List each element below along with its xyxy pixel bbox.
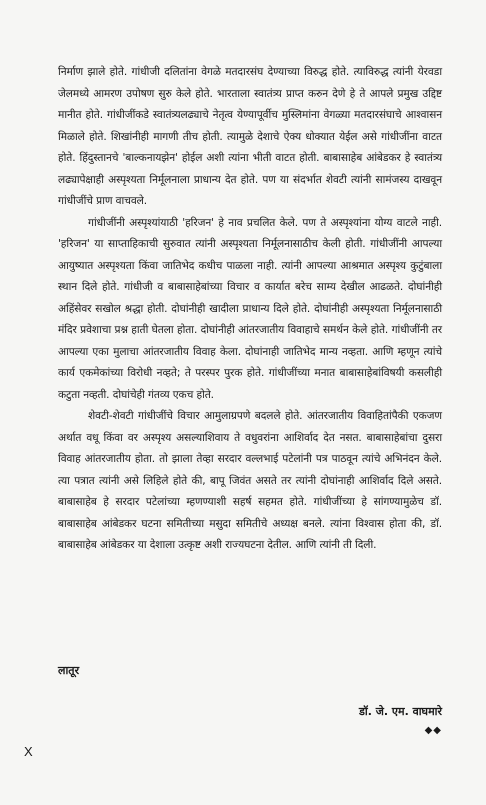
page-number: X bbox=[24, 744, 33, 759]
paragraph-1: निर्माण झाले होते. गांधीजी दलितांना वेगळे मतदारसंघ देण्याच्या विरुद्ध होते. त्याविरुद्ध त्यांनी येरवडा जेलमध्ये आमरण उपोषण सुरु केले होते. भारताला स्वातंत्र्य प्राप्त करुन देणे हे ते आपले प्रमुख उद्दिष्ट मानीत होते. गांधीजींकडे स्वातंत्र्यलढ्याचे नेतृत्व येण्यापूर्वीच मुस्लिमांना वेगळ्या मतदारसंघाचे आश्वासन मिळाले होते. शिखांनीही मागणी तीच होती. त्यामुळे देशाचे ऐक्य धोक्यात येईल असे गांधीजींना वाटत होते. हिंदुस्तानचे 'बाल्कनायझेन' होईल अशी त्यांना भीती वाटत होती. बाबासाहेब आंबेडकर हे स्वातंत्र्य लढ्यापेक्षाही अस्पृश्यता निर्मूलनाला प्राधान्य देत होते. पण या संदर्भात शेवटी त्यांनी सामंजस्य दाखवून गांधीजींचे प्राण वाचवले. bbox=[58, 66, 442, 207]
paragraph-3: शेवटी-शेवटी गांधीजींचे विचार आमुलाग्रपणे बदलले होते. आंतरजातीय विवाहितांपैकी एकजण अर्थात वधू किंवा वर अस्पृश्य असल्याशिवाय ते वधुवरांना आशिर्वाद देत नसत. बाबासाहेबांचा दुसरा विवाह आंतरजातीय होता. तो झाला तेव्हा सरदार वल्लभाई पटेलांनी पत्र पाठवून त्यांचे अभिनंदन केले. त्या पत्रात त्यांनी असे लिहिले होते की, बापू जिवंत असते तर त्यांनी दोघांनाही आशिर्वाद दिले असते. बाबासाहेब हे सरदार पटेलांच्या म्हणण्याशी सहर्ष सहमत होते. गांधीजींच्या हे सांगण्यामुळेच डॉ. बाबासाहेब आंबेडकर घटना समितीच्या मसुदा समितीचे अध्यक्ष बनले. त्यांना विश्वास होता की, डॉ. बाबासाहेब आंबेडकर या देशाला उत्कृष्ट अशी राज्यघटना देतील. आणि त्यांनी ती दिली. bbox=[58, 410, 442, 551]
author-signature: डॉ. जे. एम. वाघमारे bbox=[359, 705, 442, 718]
paragraph-2: गांधीजींनी अस्पृश्यांयाठी 'हरिजन' हे नाव प्रचलित केले. पण ते अस्पृश्यांना योग्य वाटले नाही. 'हरिजन' या साप्ताहिकाची सुरुवात त्यांनी अस्पृश्यता निर्मूलनासाठीच केली होती. गांधीजींनी आपल्या आयुष्यात अस्पृश्यता किंवा जातिभेद कधीच पाळला नाही. त्यांनी आपल्या आश्रमात अस्पृश्य कुटुंबाला स्थान दिले होते. गांधीजी व बाबासाहेबांच्या विचार व कार्यात बरेच साम्य देखील आढळते. दोघांनीही अहिंसेवर सखोल श्रद्धा होती. दोघांनीही खादीला प्राधान्य दिले होते. दोघांनीही अस्पृश्यता निर्मूलनासाठी मंदिर प्रवेशाचा प्रश्न हाती घेतला होता. दोघांनीही आंतरजातीय विवाहाचे समर्थन केले होते. गांधीजींनी तर आपल्या एका मुलाचा आंतरजातीय विवाह केला. दोघांनाही जातिभेद मान्य नव्हता. आणि म्हणून त्यांचे कार्य एकमेकांच्या विरोधी नव्हते; ते परस्पर पुरक होते. गांधीजींच्या मनात बाबासाहेबांविषयी कसलीही कटुता नव्हती. दोघांचेही गंतव्य एकच होते. bbox=[58, 216, 442, 401]
body-text bbox=[58, 62, 442, 557]
diamond-ornament-icon: ◆◆ bbox=[424, 725, 442, 736]
place-name: लातूर bbox=[58, 664, 80, 677]
